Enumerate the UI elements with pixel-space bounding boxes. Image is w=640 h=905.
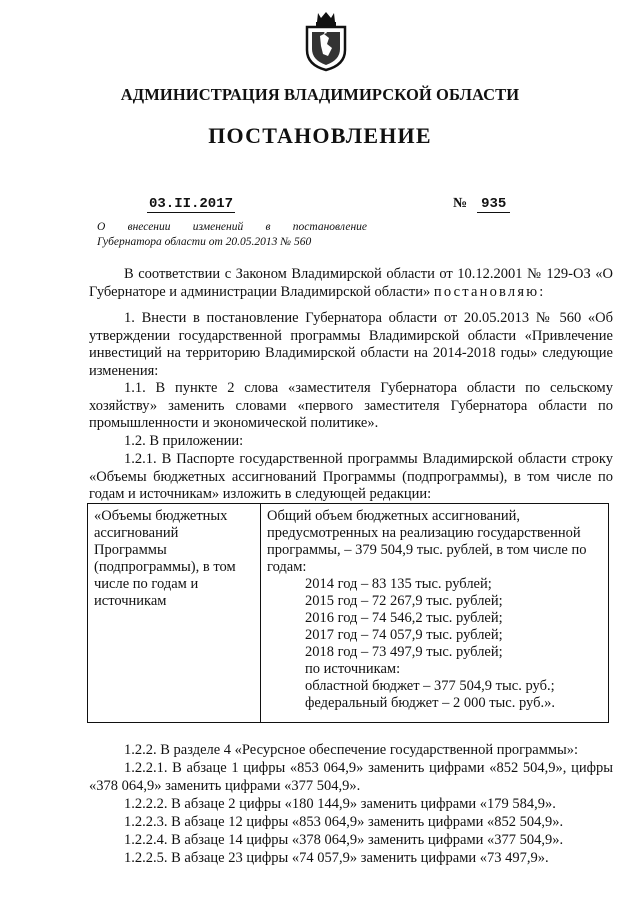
paragraph-item-1-2-2-3: 1.2.2.3. В абзаце 12 цифры «853 064,9» заменить цифрами «852 504,9».: [124, 814, 564, 830]
coat-of-arms-emblem: [303, 10, 349, 72]
source-federal: федеральный бюджет – 2 000 тыс. руб.».: [305, 695, 555, 711]
subject-line: Губернатора области от 20.05.2013 № 560: [97, 236, 312, 248]
number-value: 935: [477, 196, 510, 213]
funding-year-2016: 2016 год – 74 546,2 тыс. рублей;: [305, 610, 503, 626]
document-type-title: ПОСТАНОВЛЕНИЕ: [208, 123, 432, 148]
number-label: №: [453, 196, 468, 211]
table-row: [88, 504, 609, 723]
document-date: 03.II.2017: [149, 196, 234, 212]
paragraph-item-1-2-1: 1.2.1. В Паспорте государственной программы Владимирской области строку «Объемы бюджетных ассигнований Программы (подпрограммы), в том числе по годам и источникам» изложить в следующей редакции:: [89, 451, 613, 502]
paragraph-item-1: 1. Внести в постановление Губернатора области от 20.05.2013 № 560 «Об утверждении государственной программы Владимирской области «Привлечение инвестиций на территорию Владимирской области на 2014-2018 годы» следующие изменения:: [89, 310, 613, 379]
funding-year-2014: 2014 год – 83 135 тыс. рублей;: [305, 576, 492, 592]
paragraph-item-1-2-2-2: 1.2.2.2. В абзаце 2 цифры «180 144,9» заменить цифрами «179 584,9».: [124, 796, 556, 812]
funding-year-2018: 2018 год – 73 497,9 тыс. рублей;: [305, 644, 503, 660]
document-subject: [97, 220, 367, 250]
paragraph-item-1-2-2-5: 1.2.2.5. В абзаце 23 цифры «74 057,9» заменить цифрами «73 497,9».: [124, 850, 549, 866]
subject-line: О внесении изменений в постановление: [97, 221, 367, 233]
source-regional: областной бюджет – 377 504,9 тыс. руб.;: [305, 678, 555, 694]
resolve-word: постановляю:: [433, 283, 546, 300]
passport-table: [87, 503, 609, 723]
paragraph-item-1-1: 1.1. В пункте 2 слова «заместителя Губернатора области по сельскому хозяйству» заменить словами «первого заместителя Губернатора области по промышленности и экономической политике».: [89, 380, 613, 431]
table-cell-label: «Объемы бюджетных ассигнований Программы (подпрограммы), в том числе по годам и источникам: [88, 504, 261, 723]
sources-label: по источникам:: [305, 661, 401, 677]
paragraph-item-1-2-2-4: 1.2.2.4. В абзаце 14 цифры «378 064,9» заменить цифрами «377 504,9».: [124, 832, 564, 848]
table-cell-content: [261, 504, 609, 723]
paragraph-item-1-2: 1.2. В приложении:: [124, 433, 244, 449]
funding-year-2015: 2015 год – 72 267,9 тыс. рублей;: [305, 593, 503, 609]
paragraph-item-1-2-2-1: 1.2.2.1. В абзаце 1 цифры «853 064,9» заменить цифрами «852 504,9», цифры «378 064,9» заменить цифрами «377 504,9».: [89, 760, 613, 794]
document-number: [453, 196, 510, 212]
funding-intro: Общий объем бюджетных ассигнований, предусмотренных на реализацию государственной программы, – 379 504,9 тыс. рублей, в том числе по годам:: [267, 508, 587, 575]
preamble-text: В соответствии с Законом Владимирской области от 10.12.2001 № 129-ОЗ «О Губернаторе и администрации Владимирской области»: [89, 266, 613, 300]
paragraph-item-1-2-2: 1.2.2. В разделе 4 «Ресурсное обеспечение государственной программы»:: [124, 742, 579, 758]
funding-year-2017: 2017 год – 74 057,9 тыс. рублей;: [305, 627, 503, 643]
preamble-paragraph: [89, 266, 613, 301]
organization-title: АДМИНИСТРАЦИЯ ВЛАДИМИРСКОЙ ОБЛАСТИ: [120, 85, 520, 104]
